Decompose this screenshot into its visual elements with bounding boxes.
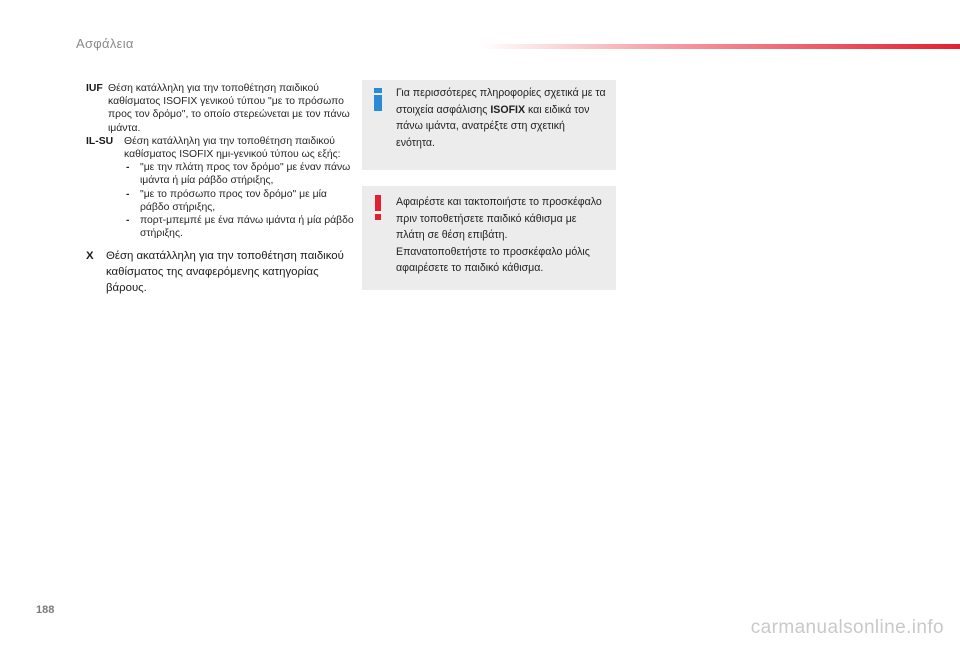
info-text: Για περισσότερες πληροφορίες σχετικά με τα στοιχεία ασφάλισης ISOFIX και ειδικά τον πάνω ιμάντα, ανατρέξτε στη σχετική ενότητα. — [396, 87, 606, 149]
warning-icon — [373, 195, 383, 221]
bullet-list — [124, 161, 356, 240]
warning-box — [362, 186, 616, 290]
page-number: 188 — [36, 604, 55, 616]
definition-text: Θέση ακατάλληλη για την τοποθέτηση παιδικού καθίσματος της αναφερόμενης κατηγορίας βάρους. — [106, 250, 344, 295]
list-item: - πορτ-μπεμπέ με ένα πάνω ιμάντα ή μία ράβδο στήριξης. — [124, 214, 356, 240]
watermark: carmanualsonline.info — [750, 617, 944, 638]
list-item: - "με το πρόσωπο προς τον δρόμο" με μία ράβδο στήριξης, — [124, 188, 356, 214]
definition-il-su — [86, 135, 356, 241]
isofix-label: ISOFIX — [490, 103, 526, 116]
definition-iuf — [86, 82, 356, 135]
definition-text: Θέση κατάλληλη για την τοποθέτηση παιδικού καθίσματος ISOFIX γενικού τύπου "με το πρόσωπο προς τον δρόμο", το οποίο στερεώνεται με τον πάνω ιμάντα. — [108, 83, 350, 134]
warning-paragraph: Επανατοποθετήστε το προσκέφαλο μόλις αφαιρέσετε το παιδικό κάθισμα. — [396, 245, 590, 274]
definition-term: X — [86, 250, 94, 263]
definition-body — [124, 135, 356, 241]
info-icon — [373, 88, 383, 112]
section-title: Ασφάλεια — [76, 36, 134, 51]
info-box — [362, 80, 616, 170]
warning-paragraph: Αφαιρέστε και τακτοποιήστε το προσκέφαλο πριν τοποθετήσετε παιδικό κάθισμα με πλάτη σε θέση επιβάτη. — [396, 196, 602, 241]
header-accent-bar — [480, 44, 960, 49]
definition-x — [86, 248, 356, 296]
list-item: - "με την πλάτη προς τον δρόμο" με έναν πάνω ιμάντα ή μία ράβδο στήριξης, — [124, 161, 356, 187]
warning-text — [396, 194, 606, 277]
definition-term: IUF — [86, 83, 103, 94]
definition-term: IL-SU — [86, 135, 114, 147]
definitions-column — [86, 82, 356, 296]
definition-text: Θέση κατάλληλη για την τοποθέτηση παιδικού καθίσματος ISOFIX ημι-γενικού τύπου ως εξής: — [124, 135, 341, 161]
